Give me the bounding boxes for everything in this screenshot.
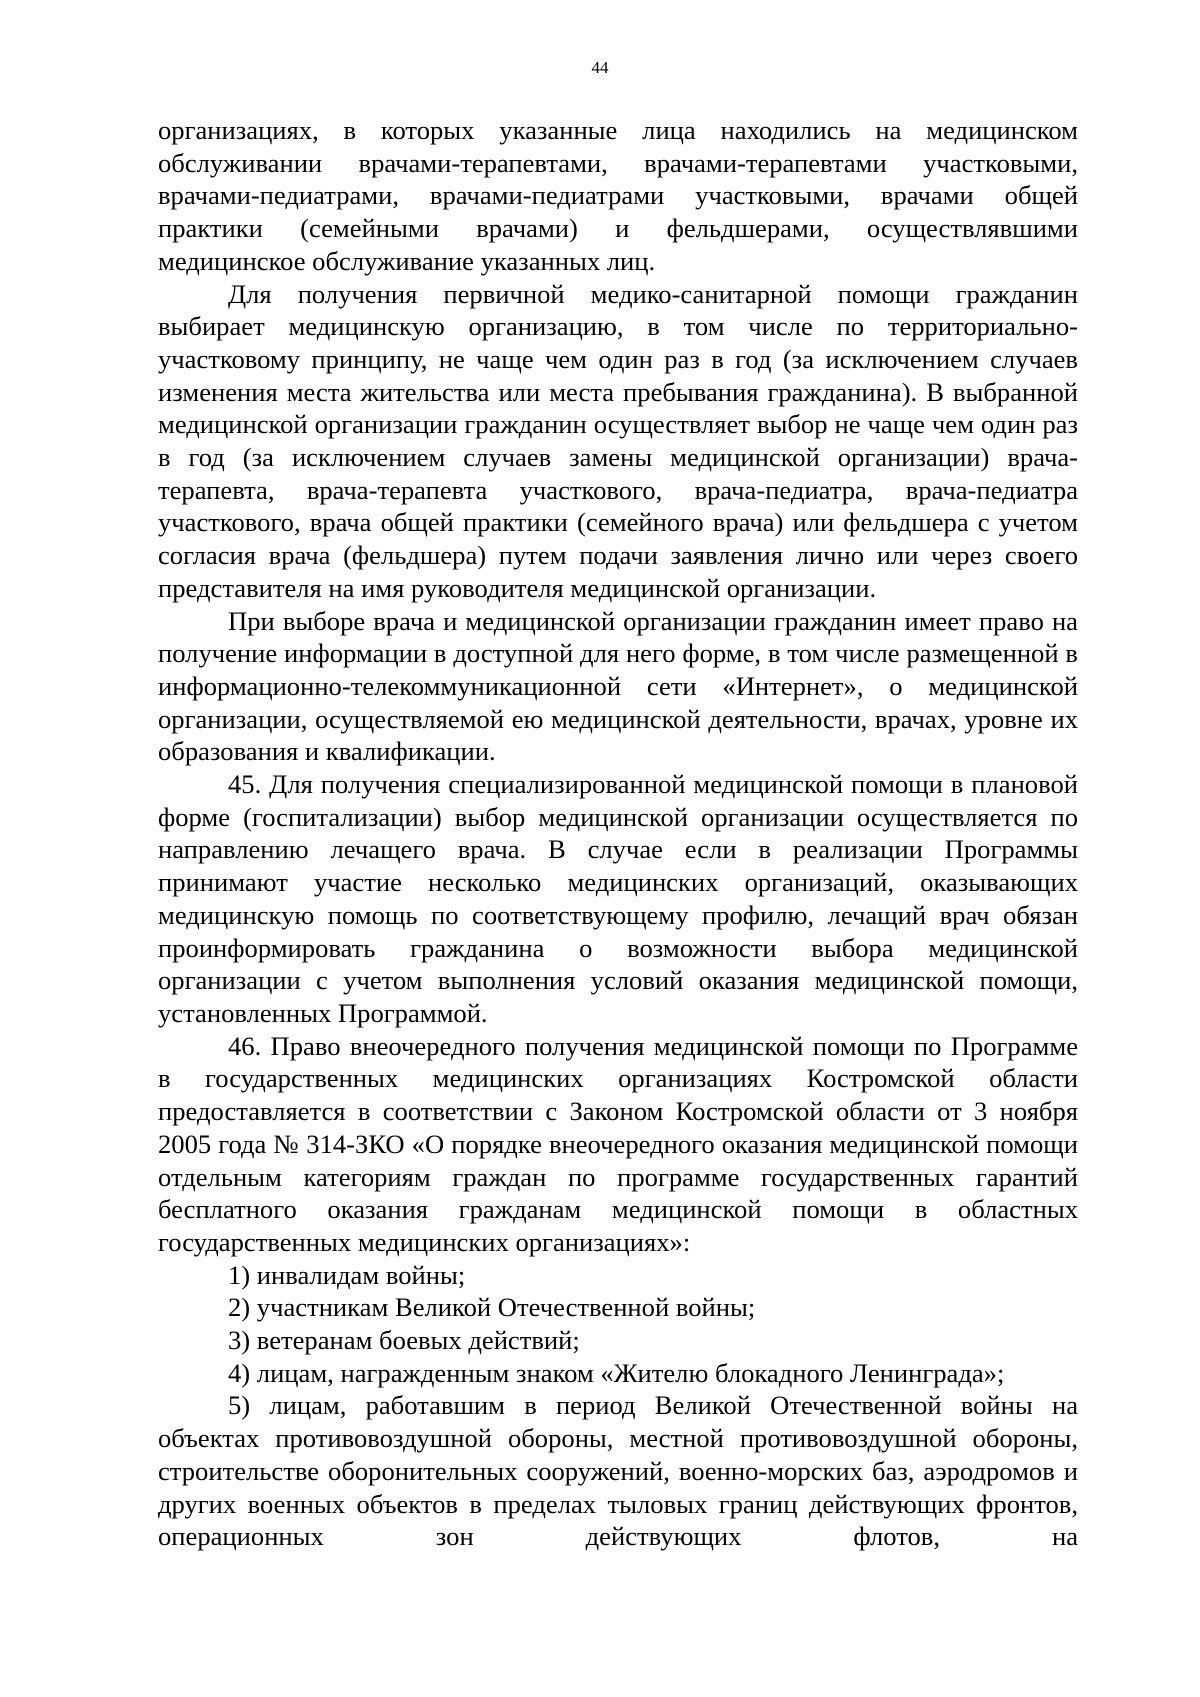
page-number: 44: [591, 58, 609, 77]
document-body: [158, 114, 1078, 1553]
list-item-3: 3) ветеранам боевых действий;: [228, 1325, 580, 1356]
list-item-4: 4) лицам, награжденным знаком «Жителю блокадного Ленинграда»;: [228, 1357, 1005, 1388]
paragraph-information-right: При выборе врача и медицинской организации гражданин имеет право на получение информации в доступной для него форме, в том числе размещенной в информационно-телекоммуникационной сети «Интернет», о медицинской организации, осуществляемой ею медицинской деятельности, врачах, уровне их образования и квалификации.: [158, 605, 1078, 767]
list-item-2: 2) участникам Великой Отечественной войны;: [228, 1292, 756, 1323]
paragraph-item-46: 46. Право внеочередного получения медицинской помощи по Программе в государственных медицинских организациях Костромской области предоставляется в соответствии с Законом Костромской области от 3 ноября 2005 года № 314-ЗКО «О порядке внеочередного оказания медицинской помощи отдельным категориям граждан по программе государственных гарантий бесплатного оказания гражданам медицинской помощи в областных государственных медицинских организациях»:: [158, 1030, 1078, 1257]
list-item-1: 1) инвалидам войны;: [228, 1259, 466, 1290]
list-item-5: 5) лицам, работавшим в период Великой Отечественной войны на объектах противовоздушной обороны, местной противовоздушной обороны, строительстве оборонительных сооружений, военно-морских баз, аэродромов и других военных объектов в пределах тыловых границ действующих фронтов, операционных зон действующих флотов, на: [158, 1390, 1078, 1552]
paragraph-continuation: организациях, в которых указанные лица находились на медицинском обслуживании врачами-терапевтами, врачами-терапевтами участковыми, врачами-педиатрами, врачами-педиатрами участковыми, врачами общей практики (семейными врачами) и фельдшерами, осуществлявшими медицинское обслуживание указанных лиц.: [158, 115, 1078, 276]
paragraph-item-45: 45. Для получения специализированной медицинской помощи в плановой форме (госпитализации) выбор медицинской организации осуществляется по направлению лечащего врача. В случае если в реализации Программы принимают участие несколько медицинских организаций, оказывающих медицинскую помощь по соответствующему профилю, лечащий врач обязан проинформировать гражданина о возможности выбора медицинской организации с учетом выполнения условий оказания медицинской помощи, установленных Программой.: [158, 769, 1078, 1028]
paragraph-primary-care-choice: Для получения первичной медико-санитарной помощи гражданин выбирает медицинскую организацию, в том числе по территориально-участковому принципу, не чаще чем один раз в год (за исключением случаев изменения места жительства или места пребывания гражданина). В выбранной медицинской организации гражданин осуществляет выбор не чаще чем один раз в год (за исключением случаев замены медицинской организации) врача-терапевта, врача-терапевта участкового, врача-педиатра, врача-педиатра участкового, врача общей практики (семейного врача) или фельдшера с учетом согласия врача (фельдшера) путем подачи заявления лично или через своего представителя на имя руководителя медицинской организации.: [158, 278, 1078, 603]
